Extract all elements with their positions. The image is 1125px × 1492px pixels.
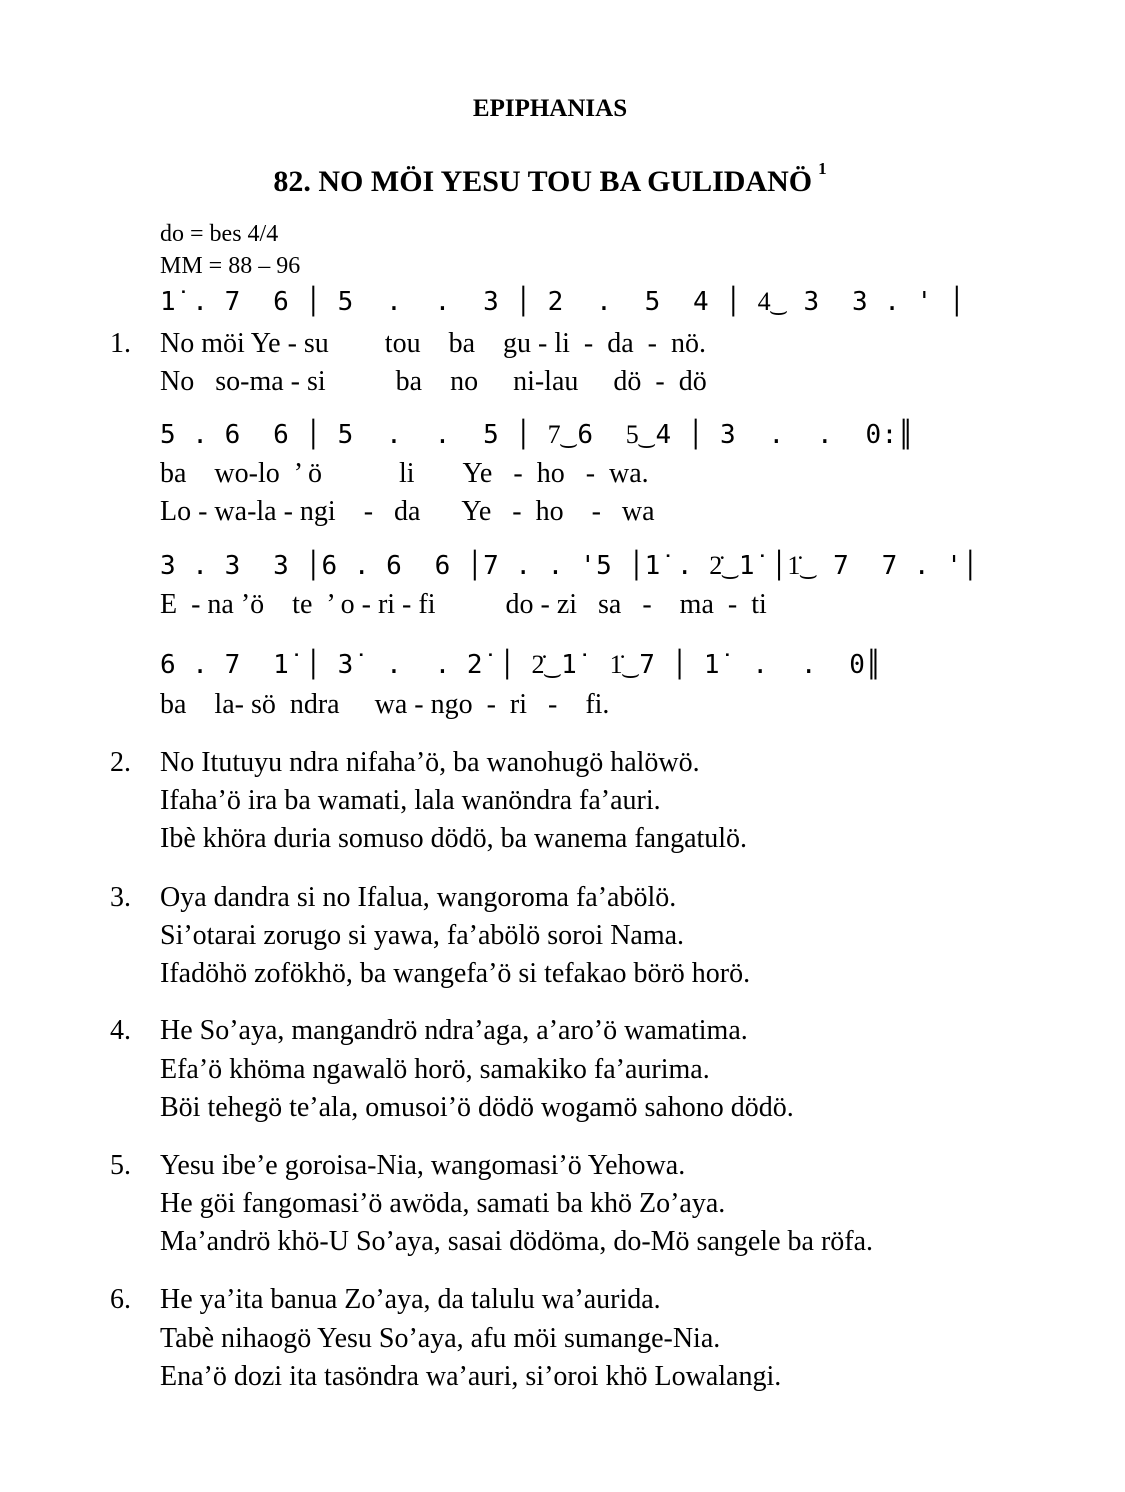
stanza-line: Yesu ibe’e goroisa-Nia, wangomasi’ö Yehowa. (160, 1150, 686, 1181)
stanza-line: Ifadöhö zofökhö, ba wangefa’ö si tefakao börö horö. (160, 958, 751, 989)
notation-line: 3 . 3 3 │6 . 6 6 │7 . . '5 │1̇ . 2̇͜ 1̇ │1̇͜ 7 7 . '│ (160, 551, 979, 581)
notation-line: 1̇ . 7 6 │ 5 . . 3 │ 2 . 5 4 │ 4͜ 3 3 . ' │ (160, 287, 966, 317)
lyric-line: No möi Ye - su tou ba gu - li - da - nö. (160, 328, 706, 359)
stanza-line: Ibè khöra duria somuso dödö, ba wanema fangatulö. (160, 823, 748, 854)
lyric-line: E - na ’ö te ’ o - ri - fi do - zi sa - ma - ti (160, 589, 767, 620)
lyric-line: No so-ma - si ba no ni-lau dö - dö (160, 366, 707, 397)
lyric-line: ba wo-lo ’ ö li Ye - ho - wa. (160, 458, 649, 489)
tempo-marking: MM = 88 – 96 (160, 253, 301, 279)
footnote-mark: 1 (818, 159, 827, 178)
verse-number: 1. (110, 328, 131, 359)
stanza-line: Efa’ö khöma ngawalö horö, samakiko fa’aurima. (160, 1054, 710, 1085)
stanza-line: He So’aya, mangandrö ndra’aga, a’aro’ö wamatima. (160, 1015, 748, 1046)
stanza-line: He ya’ita banua Zo’aya, da talulu wa’aurida. (160, 1284, 661, 1315)
lyric-line: Lo - wa-la - ngi - da Ye - ho - wa (160, 496, 655, 527)
stanza-line: No Itutuyu ndra nifaha’ö, ba wanohugö halöwö. (160, 747, 700, 778)
lyric-line: ba la- sö ndra wa - ngo - ri - fi. (160, 689, 610, 720)
hymn-title-text: 82. NO MÖI YESU TOU BA GULIDANÖ (273, 165, 813, 198)
stanza-number: 3. (110, 882, 131, 913)
stanza-number: 5. (110, 1150, 131, 1181)
stanza-number: 6. (110, 1284, 131, 1315)
stanza-number: 4. (110, 1015, 131, 1046)
hymn-title (0, 159, 1100, 199)
notation-line: 5 . 6 6 │ 5 . . 5 │ 7͜ 6 5͜ 4 │ 3 . . 0:║ (160, 420, 914, 450)
notation-line: 6 . 7 1̇ │ 3̇ . . 2̇ │ 2̇͜ 1̇ 1̇͜ 7 │ 1̇ . . 0║ (160, 650, 882, 680)
stanza-line: Ifaha’ö ira ba wamati, lala wanöndra fa’auri. (160, 785, 661, 816)
section-title: EPIPHANIAS (472, 95, 628, 122)
key-signature: do = bes 4/4 (160, 221, 279, 247)
stanza-number: 2. (110, 747, 131, 778)
stanza-line: He göi fangomasi’ö awöda, samati ba khö Zo’aya. (160, 1188, 726, 1219)
stanza-line: Tabè nihaogö Yesu So’aya, afu möi sumange-Nia. (160, 1323, 721, 1354)
stanza-line: Böi tehegö te’ala, omusoi’ö dödö wogamö sahono dödö. (160, 1092, 794, 1123)
stanza-line: Oya dandra si no Ifalua, wangoroma fa’abölö. (160, 882, 677, 913)
stanza-line: Ma’andrö khö-U So’aya, sasai dödöma, do-Mö sangele ba röfa. (160, 1226, 874, 1257)
stanza-line: Ena’ö dozi ita tasöndra wa’auri, si’oroi khö Lowalangi. (160, 1361, 782, 1392)
stanza-line: Si’otarai zorugo si yawa, fa’abölö soroi Nama. (160, 920, 685, 951)
